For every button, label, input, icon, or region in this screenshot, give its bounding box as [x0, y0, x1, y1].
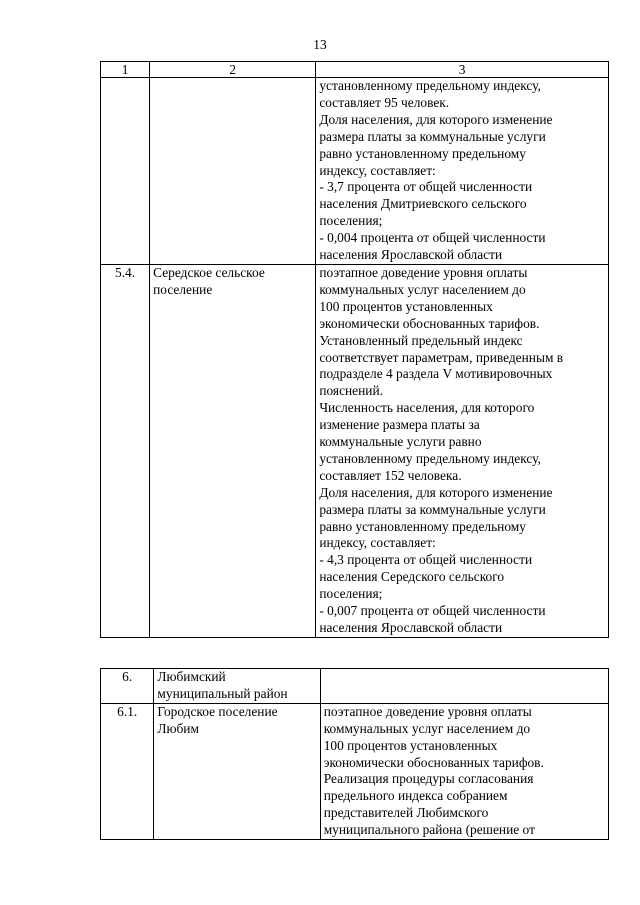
row-number-cell: 6.1.: [101, 703, 154, 839]
page-number: 13: [313, 37, 327, 52]
row-number-cell: 5.4.: [101, 264, 150, 637]
measure-description-cell: [320, 669, 608, 704]
table-header-row: [101, 62, 609, 78]
settlement-name-cell: Городское поселение Любим: [154, 703, 320, 839]
column-number-3: 3: [316, 62, 609, 78]
measure-description-cell: поэтапное доведение уровня оплаты коммунальных услуг населением до 100 процентов установленных экономически обоснованных тарифов. Реализация процедуры согласования предельного индекса собранием представителей Любимского муниципального района (решение от: [320, 703, 608, 839]
row-number-cell: 6.: [101, 669, 154, 704]
settlement-name-cell: [150, 78, 316, 265]
settlement-name-cell: Середское сельское поселение: [150, 264, 316, 637]
table-row: [101, 703, 609, 839]
measure-description-cell: поэтапное доведение уровня оплаты коммунальных услуг населением до 100 процентов установленных экономически обоснованных тарифов. Установленный предельный индекс соответствует параметрам, приведенным в подразделе 4 раздела V мотивировочных пояснений. Численность населения, для которого изменение размера платы за коммунальные услуги равно установленному предельному индексу, составляет 152 человека. Доля населения, для которого изменение размера платы за коммунальные услуги равно установленному предельному индексу, составляет: - 4,3 процента от общей численности населения Середского сельского поселения; - 0,007 процента от общей численности населения Ярославской области: [316, 264, 609, 637]
table-row: [101, 78, 609, 265]
table-row: [101, 264, 609, 637]
table-row: [101, 669, 609, 704]
row-number-cell: [101, 78, 150, 265]
settlements-table-district: [100, 668, 609, 840]
measure-description-cell: установленному предельному индексу, составляет 95 человек. Доля населения, для которого изменение размера платы за коммунальные услуги равно установленному предельному индексу, составляет: - 3,7 процента от общей численности населения Дмитриевского сельского поселения; - 0,004 процента от общей численности населения Ярославской области: [316, 78, 609, 265]
column-number-2: 2: [150, 62, 316, 78]
district-name-cell: Любимский муниципальный район: [154, 669, 320, 704]
settlements-table-continued: [100, 61, 609, 638]
column-number-1: 1: [101, 62, 150, 78]
